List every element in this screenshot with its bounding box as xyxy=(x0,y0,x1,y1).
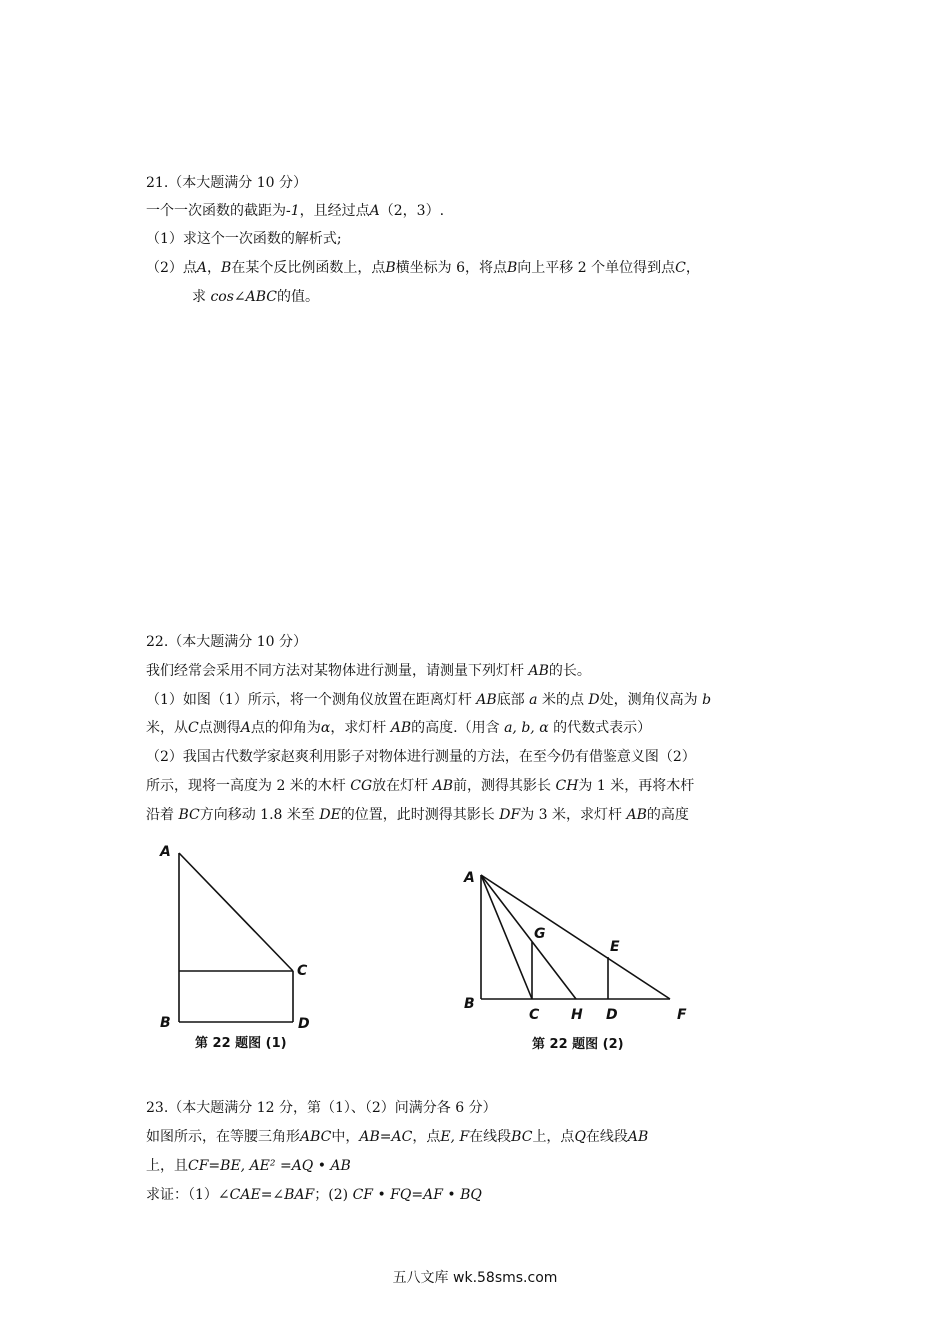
q23-header: 23.（本大题满分 12 分，第（1）、（2）问满分各 6 分） xyxy=(146,1100,497,1116)
q21-part2-cont: 求 cos∠ABC的值。 xyxy=(192,289,320,305)
fig2-label-e: E xyxy=(610,939,620,955)
fig1-label-b: B xyxy=(160,1015,171,1031)
fig1-label-d: D xyxy=(298,1016,310,1032)
fig2-label-f: F xyxy=(677,1007,687,1023)
q21-header: 21.（本大题满分 10 分） xyxy=(146,175,307,191)
q22-part1-line2: 米，从C点测得A点的仰角为α，求灯杆 AB的高度.（用含 a, b, α 的代数式表示） xyxy=(146,720,652,736)
fig1-label-c: C xyxy=(297,963,308,979)
q23-line3: 求证：（1）∠CAE=∠BAF；(2) CF • FQ=AF • BQ xyxy=(146,1187,482,1203)
fig2-segment-ah xyxy=(481,875,576,999)
fig2-label-c: C xyxy=(529,1007,540,1023)
q22-intro: 我们经常会采用不同方法对某物体进行测量，请测量下列灯杆 AB的长。 xyxy=(146,663,591,679)
footer-watermark: 五八文库 wk.58sms.com xyxy=(392,1270,558,1286)
q22-part2-line2: 所示，现将一高度为 2 米的木杆 CG放在灯杆 AB前，测得其影长 CH为 1 米，再将木杆 xyxy=(146,778,695,794)
q23-line2: 上，且CF=BE, AE² =AQ • AB xyxy=(146,1158,351,1174)
figure-22-1 xyxy=(150,840,340,1055)
q22-part2-line3: 沿着 BC方向移动 1.8 米至 DE的位置，此时测得其影长 DF为 3 米，求灯杆 AB的高度 xyxy=(146,807,689,823)
fig2-label-a: A xyxy=(464,870,475,886)
q22-header: 22.（本大题满分 10 分） xyxy=(146,634,307,650)
fig1-label-a: A xyxy=(160,844,171,860)
q22-part1-line1: （1）如图（1）所示，将一个测角仪放置在距离灯杆 AB底部 a 米的点 D处，测角仪高为 b xyxy=(146,692,712,708)
fig2-label-b: B xyxy=(464,996,475,1012)
q21-statement: 一个一次函数的截距为-1，且经过点A（2，3）. xyxy=(146,203,445,219)
fig1-caption: 第 22 题图 (1) xyxy=(195,1036,287,1051)
fig2-caption: 第 22 题图 (2) xyxy=(532,1037,624,1052)
figure-22-2 xyxy=(460,862,710,1057)
fig2-label-g: G xyxy=(534,926,546,942)
fig2-segment-ac xyxy=(481,875,532,999)
fig1-segment-ac xyxy=(179,853,293,971)
fig2-segment-af xyxy=(481,875,670,999)
q23-line1: 如图所示，在等腰三角形ABC中，AB=AC，点E, F在线段BC上，点Q在线段AB xyxy=(146,1129,649,1145)
fig2-label-d: D xyxy=(606,1007,618,1023)
q22-part2-line1: （2）我国古代数学家赵爽利用影子对物体进行测量的方法，在至今仍有借鉴意义图（2） xyxy=(146,749,696,765)
q21-part1: （1）求这个一次函数的解析式; xyxy=(146,231,342,247)
fig2-label-h: H xyxy=(571,1007,583,1023)
q21-part2: （2）点A，B在某个反比例函数上，点B横坐标为 6，将点B向上平移 2 个单位得到点C， xyxy=(146,260,700,276)
